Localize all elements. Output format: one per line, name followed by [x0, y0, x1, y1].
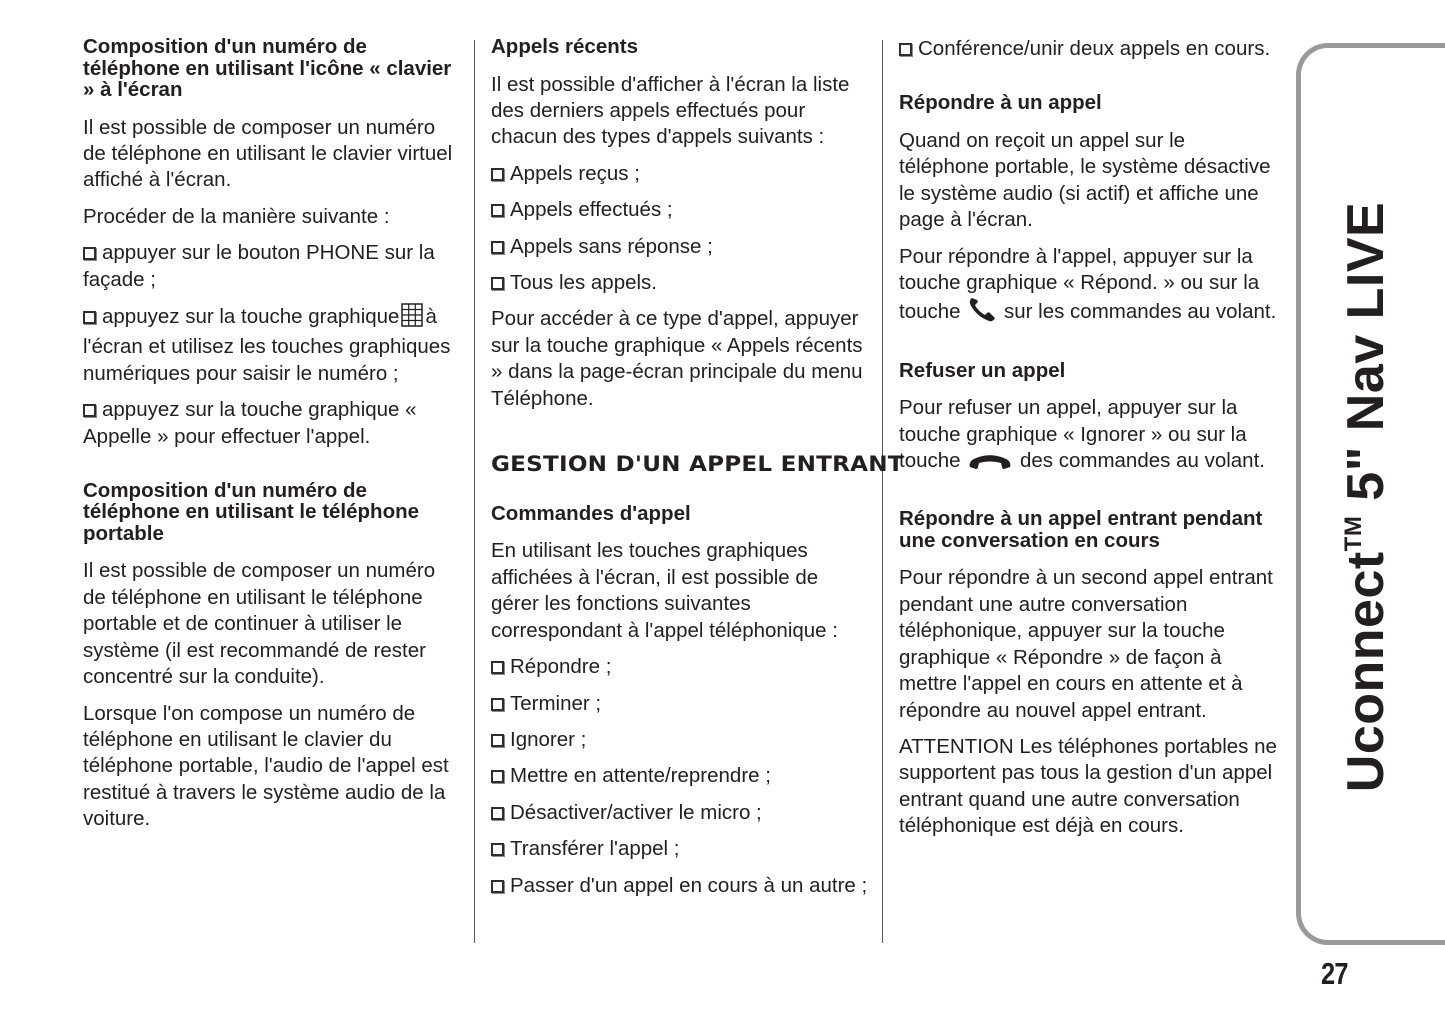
- list-item: Appels reçus ;: [491, 161, 871, 187]
- heading-refuse-call: Refuser un appel: [899, 358, 1066, 382]
- paragraph: Pour accéder à ce type d'appel, appuyer sur la touche graphique « Appels récents » dans la page-écran principale du menu Téléphone.: [491, 307, 863, 410]
- phone-hangup-icon: [968, 452, 1012, 478]
- column-3: [899, 36, 1279, 850]
- section-title-vertical: Uconnect™ 5" Nav LIVE: [1337, 201, 1395, 793]
- list-item: Ignorer ;: [491, 727, 871, 753]
- heading-call-controls: Commandes d'appel: [491, 501, 691, 525]
- list-item: Passer d'un appel en cours à un autre ;: [491, 873, 871, 899]
- checkbox-square-icon: [899, 43, 912, 56]
- section-heading-incoming-call: GESTION D'UN APPEL ENTRANT: [491, 451, 904, 476]
- paragraph: ATTENTION Les téléphones portables ne supportent pas tous la gestion d'un appel entrant quand une autre conversation téléphonique est déjà en cours.: [899, 734, 1277, 838]
- paragraph: Quand on reçoit un appel sur le téléphone portable, le système désactive le système audio (si actif) et affiche une page à l'écran.: [899, 128, 1271, 232]
- checkbox-square-icon: [491, 204, 504, 217]
- paragraph: Il est possible de composer un numéro de téléphone en utilisant le téléphone portable et de continuer à utiliser le système (il est recommandé de rester concentré sur la conduite).: [83, 559, 436, 689]
- paragraph: Pour répondre à un second appel entrant pendant une autre conversation téléphonique, appuyer sur la touche graphique « Répondre » de façon à mettre l'appel en cours en attente et à répondre au nouvel appel entrant.: [899, 566, 1273, 722]
- paragraph: En utilisant les touches graphiques affichées à l'écran, il est possible de gérer les fonctions suivantes correspondant à l'appel téléphonique :: [491, 539, 838, 642]
- checkbox-square-icon: [83, 311, 96, 324]
- heading-answer-during-call: Répondre à un appel entrant pendant une conversation en cours: [899, 507, 1263, 552]
- paragraph: Pour répondre à l'appel, appuyer sur la touche graphique « Répond. » ou sur la touche sur les commandes au volant.: [899, 244, 1279, 330]
- checkbox-square-icon: [491, 770, 504, 783]
- paragraph: Il est possible d'afficher à l'écran la liste des derniers appels effectués pour chacun des types d'appels suivants :: [491, 72, 850, 149]
- list-item: appuyer sur le bouton PHONE sur la façade ;: [83, 241, 435, 291]
- heading-answer-call: Répondre à un appel: [899, 91, 1102, 115]
- page-number: 27: [1321, 956, 1348, 991]
- checkbox-square-icon: [491, 807, 504, 820]
- checkbox-square-icon: [491, 661, 504, 674]
- list-item: Appels effectués ;: [491, 197, 871, 223]
- column-1: [83, 36, 463, 843]
- checkbox-square-icon: [491, 277, 504, 290]
- list-item: Conférence/unir deux appels en cours.: [899, 36, 1279, 62]
- list-item: Désactiver/activer le micro ;: [491, 800, 871, 826]
- list-item: appuyez sur la touche graphique « Appelle » pour effectuer l'appel.: [83, 398, 417, 448]
- list-item: Transférer l'appel ;: [491, 836, 871, 862]
- keypad-grid-icon: [401, 303, 423, 334]
- list-item: Mettre en attente/reprendre ;: [491, 763, 871, 789]
- paragraph: Pour refuser un appel, appuyer sur la touche graphique « Ignorer » ou sur la touche des commandes au volant.: [899, 395, 1279, 478]
- paragraph: Procéder de la manière suivante :: [83, 204, 390, 228]
- column-2: [491, 35, 904, 909]
- list-item: Appels sans réponse ;: [491, 234, 871, 260]
- heading-mobile-dialing: Composition d'un numéro de téléphone en utilisant le téléphone portable: [83, 478, 420, 545]
- list-item: Tous les appels.: [491, 270, 871, 296]
- checkbox-square-icon: [83, 247, 96, 260]
- checkbox-square-icon: [83, 404, 96, 417]
- heading-recent-calls: Appels récents: [491, 35, 638, 58]
- column-divider: [474, 40, 475, 943]
- checkbox-square-icon: [491, 734, 504, 747]
- checkbox-square-icon: [491, 698, 504, 711]
- checkbox-square-icon: [491, 880, 504, 893]
- list-item: Terminer ;: [491, 691, 871, 717]
- checkbox-square-icon: [491, 843, 504, 856]
- list-item: appuyez sur la touche graphique à l'écran et utilisez les touches graphiques numériques pour saisir le numéro ;: [83, 304, 451, 385]
- list-item: Répondre ;: [491, 654, 871, 680]
- paragraph: Lorsque l'on compose un numéro de téléphone en utilisant le clavier du téléphone portable, l'audio de l'appel est restitué à travers le système audio de la voiture.: [83, 701, 449, 831]
- column-divider: [882, 40, 883, 943]
- checkbox-square-icon: [491, 168, 504, 181]
- phone-answer-icon: [968, 296, 996, 329]
- checkbox-square-icon: [491, 241, 504, 254]
- heading-keypad-dialing: Composition d'un numéro de téléphone en utilisant l'icône « clavier » à l'écran: [83, 35, 452, 101]
- paragraph: Il est possible de composer un numéro de téléphone en utilisant le clavier virtuel affiché à l'écran.: [83, 115, 453, 192]
